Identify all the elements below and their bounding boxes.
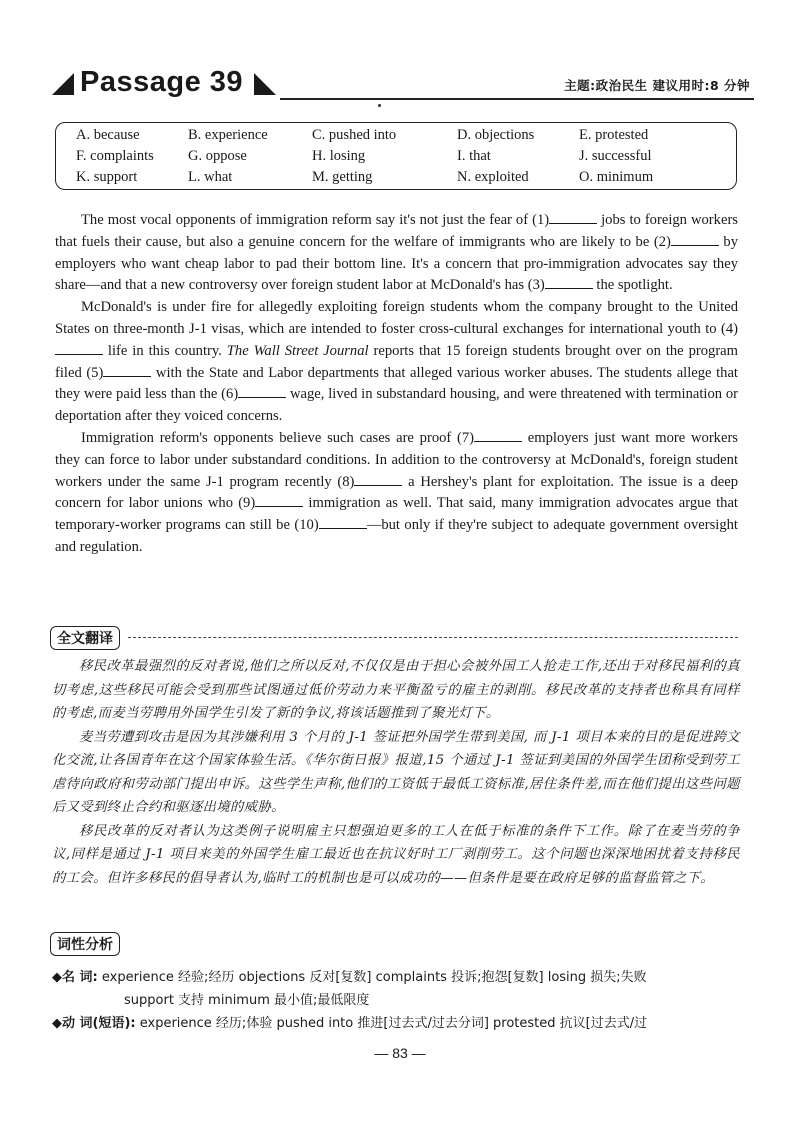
option-c: C. pushed into — [312, 127, 397, 143]
option-o: O. minimum — [579, 169, 654, 185]
paragraph-3: Immigration reform's opponents believe such cases are proof (7) employers just want more workers they can force to labor under substandard conditions. In addition to the controversy at McDonald's, foreign student workers under the same J-1 program recently (8) a Hershey's plant for exploitation. The issue is a deep concern for labor unions who (9) immigration as well. That said, many immigration advocates argue that temporary-worker programs can still be (10) —but only if they're subject to adequate government oversight and regulation. — [55, 429, 738, 555]
translation-paragraph-3: 移民改革的反对者认为这类例子说明雇主只想强迫更多的工人在低于标准的条件下工作。除了在麦当劳的争议,同样是通过 J-1 项目来美的外国学生雇工最近也在抗议好时工厂剥削劳工。这个问题也深深地困扰着支持移民的工会。但许多移民的倡导者认为,临时工的机制也是可以成功的——但条件是要在政府足够的监督监管之下。 — [52, 823, 740, 886]
blank-6[interactable] — [238, 385, 286, 398]
blank-3[interactable] — [545, 276, 593, 289]
passage-header — [48, 66, 754, 106]
vocab-label: 词性分析 — [50, 932, 120, 956]
option-k: K. support — [76, 169, 138, 185]
word-bank-row — [56, 127, 736, 147]
noun-line-2: support 支持 minimum 最小值;最低限度 — [124, 993, 370, 1008]
blank-9[interactable] — [255, 494, 303, 507]
blank-8[interactable] — [354, 473, 402, 486]
option-d: D. objections — [457, 127, 535, 143]
blank-7[interactable] — [474, 429, 522, 442]
word-bank-row — [56, 169, 736, 189]
blank-1[interactable] — [549, 211, 597, 224]
page-number: — 83 — — [374, 1045, 426, 1061]
option-f: F. complaints — [76, 148, 154, 164]
word-bank — [55, 122, 737, 190]
option-h: H. losing — [312, 148, 366, 164]
option-a: A. because — [76, 127, 140, 143]
option-j: J. successful — [579, 148, 652, 164]
blank-10[interactable] — [319, 516, 367, 529]
option-b: B. experience — [188, 127, 268, 143]
blank-2[interactable] — [671, 233, 719, 246]
option-n: N. exploited — [457, 169, 529, 185]
option-i: I. that — [457, 148, 491, 164]
decorative-dot — [378, 104, 381, 107]
translation-paragraph-2: 麦当劳遭到攻击是因为其涉嫌利用 3 个月的 J-1 签证把外国学生带到美国, 而 J-1 项目本来的目的是促进跨文化交流,让各国青年在这个国家体验生活。《华尔街日报》报道,15 个通过 J-1 签证到美国的外国学生团称受到劳工虐待向政府和劳动部门提出申诉。这些学生声称,他们的工资低于最低工资标准,居住条件差,而在他们提出这些问题后又受到终止合约和驱逐出境的威胁。 — [52, 729, 740, 815]
noun-line: ◆名 词: experience 经验;经历 objections 反对[复数] complaints 投诉;抱怨[复数] losing 损失;失败 — [52, 970, 647, 985]
journal-title: The Wall Street Journal — [226, 342, 369, 359]
header-rule — [280, 98, 754, 100]
paragraph-1: The most vocal opponents of immigration reform say it's not just the fear of (1) jobs to foreign workers that fuels their cause, but also a genuine concern for the welfare of immigrants who are likely to be (2) by employers who want cheap labor to pad their bottom line. It's a concern that pro-immigration advocates say they share—and that a new controversy over foreign student labor at McDonald's has (3) the spotlight. — [55, 212, 738, 294]
topic-label: 主题:政治民生 建议用时:8 分钟 — [564, 78, 750, 93]
translation-label: 全文翻译 — [50, 626, 120, 650]
option-m: M. getting — [312, 169, 373, 185]
verb-line: ◆动 词(短语): experience 经历;体验 pushed into 推进[过去式/过去分词] protested 抗议[过去式/过 — [52, 1016, 648, 1031]
translation-text — [52, 655, 740, 890]
option-l: L. what — [188, 169, 233, 185]
right-triangle-icon — [254, 73, 276, 95]
passage-title: Passage 39 — [80, 66, 244, 98]
left-triangle-icon — [52, 73, 74, 95]
translation-paragraph-1: 移民改革最强烈的反对者说,他们之所以反对,不仅仅是由于担心会被外国工人抢走工作,还出于对移民福利的真切考虑,这些移民可能会受到那些试图通过低价劳动力来平衡盈亏的雇主的剥削。移民改革的支持者也称具有同样的考虑,而麦当劳聘用外国学生引发了新的争议,将该话题推到了聚光灯下。 — [52, 659, 740, 721]
passage-text — [55, 210, 738, 559]
dashed-divider — [128, 637, 738, 638]
paragraph-2: McDonald's is under fire for allegedly exploiting foreign students whom the company brought to the United States on three-month J-1 visas, which are intended to foster cross-cultural exchanges for international youth to (4) life in this country. The Wall Street Journal reports that 15 foreign students brought over on the program filed (5) with the State and Labor departments that alleged various worker abuses. The students allege that they were paid less than the (6) wage, lived in substandard housing, and were threatened with termination or deportation after they voiced concerns. — [55, 299, 739, 425]
blank-4[interactable] — [55, 342, 103, 355]
option-g: G. oppose — [188, 148, 247, 164]
option-e: E. protested — [579, 127, 649, 143]
blank-5[interactable] — [103, 364, 151, 377]
word-bank-row — [56, 148, 736, 168]
